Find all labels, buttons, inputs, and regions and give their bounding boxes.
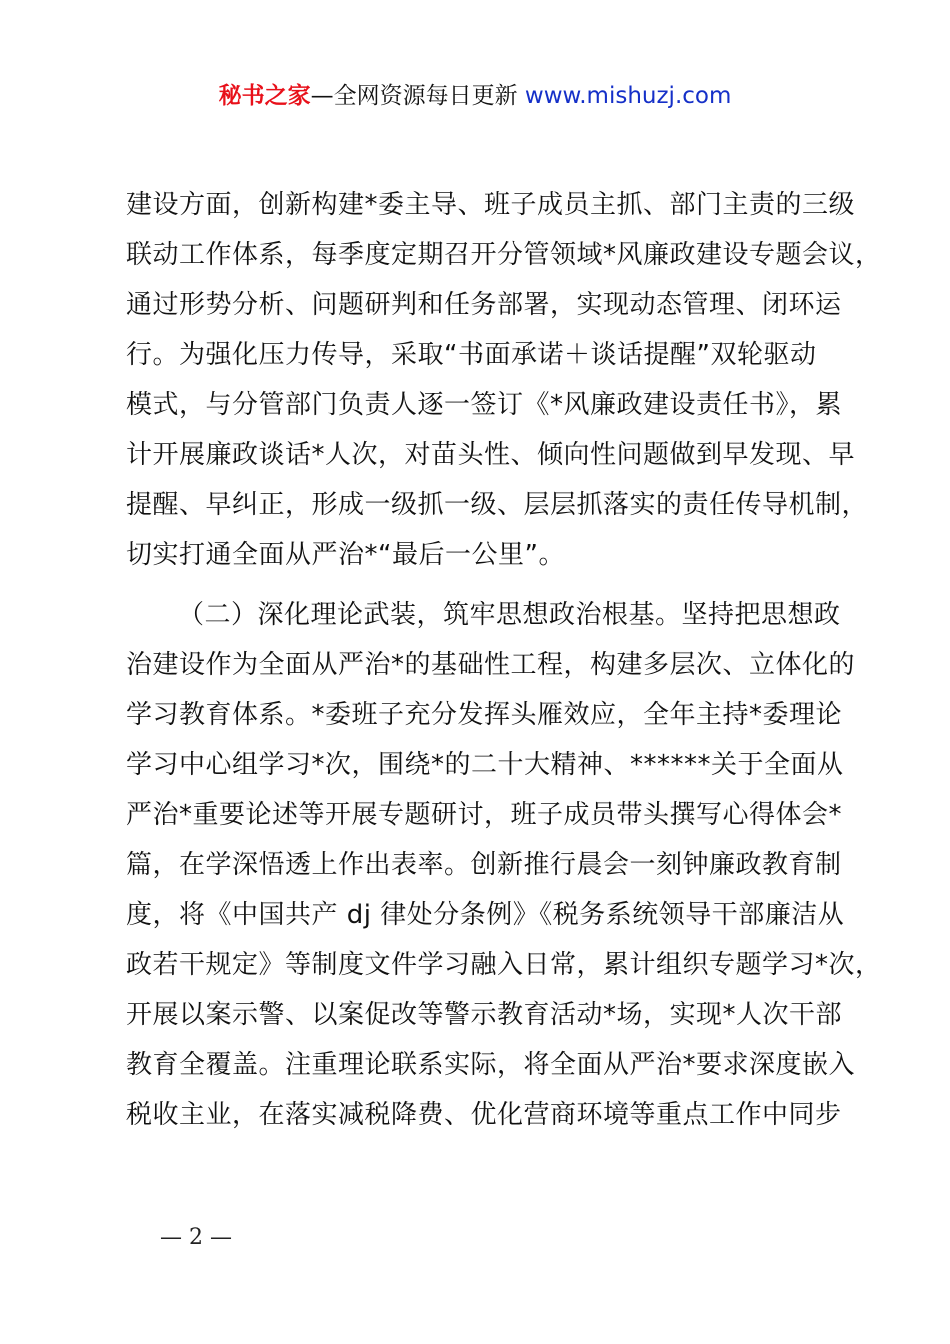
text-line: 联动工作体系，每季度定期召开分管领域*风廉政建设专题会议， [126, 240, 882, 270]
text-line: 提醒、早纠正，形成一级抓一级、层层抓落实的责任传导机制， [126, 490, 869, 520]
site-url-link[interactable]: www.mishuzj.com [524, 83, 732, 109]
text-line: 切实打通全面从严治*“最后一公里”。 [126, 540, 565, 570]
page-number: — 2 — [160, 1225, 232, 1250]
text-line: 政若干规定》等制度文件学习融入日常，累计组织专题学习*次， [126, 950, 882, 980]
text-line: 治建设作为全面从严治*的基础性工程，构建多层次、立体化的 [126, 650, 856, 680]
text-line: 计开展廉政谈话*人次，对苗头性、倾向性问题做到早发现、早 [126, 440, 856, 470]
text-line: 通过形势分析、问题研判和任务部署，实现动态管理、闭环运 [126, 290, 842, 320]
text-line: 税收主业，在落实减税降费、优化营商环境等重点工作中同步 [126, 1100, 842, 1130]
text-line: 学习教育体系。*委班子充分发挥头雁效应，全年主持*委理论 [126, 700, 843, 730]
section-heading-line: （二）深化理论武装，筑牢思想政治根基。坚持把思想政 [178, 600, 841, 630]
text-line: 度，将《中国共产 dj 律处分条例》《税务系统领导干部廉洁从 [126, 900, 845, 930]
text-line: 篇，在学深悟透上作出表率。创新推行晨会一刻钟廉政教育制 [126, 850, 842, 880]
page-header [0, 80, 950, 112]
text-line: 开展以案示警、以案促改等警示教育活动*场，实现*人次干部 [126, 1000, 843, 1030]
text-line: 教育全覆盖。注重理论联系实际，将全面从严治*要求深度嵌入 [126, 1050, 856, 1080]
text-line: 建设方面，创新构建*委主导、班子成员主抓、部门主责的三级 [126, 190, 856, 220]
brand-name: 秘书之家 [218, 83, 311, 109]
text-line: 学习中心组学习*次，围绕*的二十大精神、******关于全面从 [126, 750, 844, 780]
text-line: 行。为强化压力传导，采取“书面承诺＋谈话提醒”双轮驱动 [126, 340, 817, 370]
header-tagline: —全网资源每日更新 [310, 83, 525, 109]
text-line: 模式，与分管部门负责人逐一签订《*风廉政建设责任书》，累 [126, 390, 843, 420]
text-line: 严治*重要论述等开展专题研讨，班子成员带头撰写心得体会* [126, 800, 843, 830]
